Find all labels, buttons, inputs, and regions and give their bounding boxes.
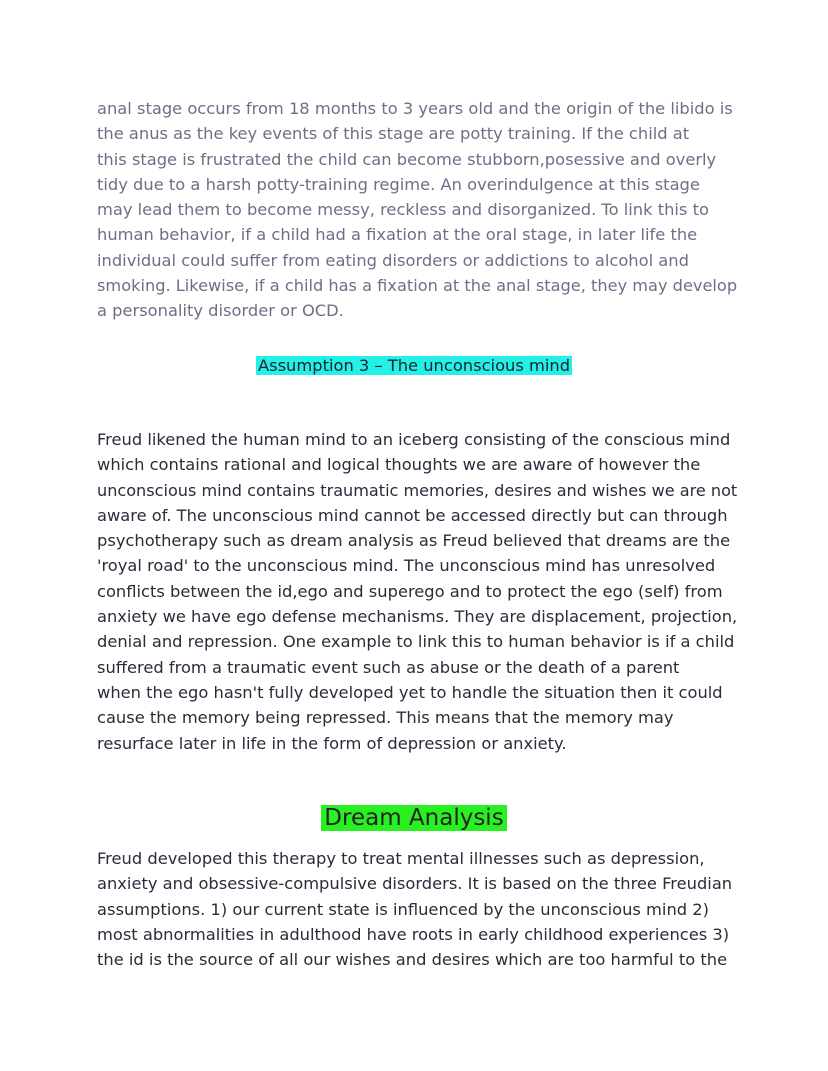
text-line: most abnormalities in adulthood have roots in early childhood experiences 3) xyxy=(97,924,730,944)
section-heading-unconscious-mind xyxy=(0,354,828,378)
paragraph-anal-stage xyxy=(97,96,737,324)
text-line: the id is the source of all our wishes and desires which are too harmful to the xyxy=(97,950,728,970)
text-line: a personality disorder or OCD. xyxy=(97,301,344,321)
text-line: anxiety and obsessive-compulsive disorders. It is based on the three Freudian xyxy=(97,874,733,894)
text-line: 'royal road' to the unconscious mind. The unconscious mind has unresolved xyxy=(97,556,716,576)
paragraph-dream-analysis xyxy=(97,846,737,972)
text-line: assumptions. 1) our current state is influenced by the unconscious mind 2) xyxy=(97,899,709,919)
text-line: anxiety we have ego defense mechanisms. They are displacement, projection, xyxy=(97,607,738,627)
text-line: may lead them to become messy, reckless and disorganized. To link this to xyxy=(97,200,709,220)
text-line: smoking. Likewise, if a child has a fixation at the anal stage, they may develop xyxy=(97,276,738,296)
text-line: cause the memory being repressed. This means that the memory may xyxy=(97,708,674,728)
highlighted-heading-text: Assumption 3 – The unconscious mind xyxy=(257,356,571,375)
text-line: human behavior, if a child had a fixation at the oral stage, in later life the xyxy=(97,225,698,245)
text-line: suffered from a traumatic event such as abuse or the death of a parent xyxy=(97,657,680,677)
section-heading-dream-analysis xyxy=(0,801,828,835)
text-line: aware of. The unconscious mind cannot be accessed directly but can through xyxy=(97,505,728,525)
text-line: conflicts between the id,ego and superego and to protect the ego (self) from xyxy=(97,581,723,601)
text-line: this stage is frustrated the child can become stubborn,posessive and overly xyxy=(97,149,717,169)
text-line: Freud likened the human mind to an iceberg consisting of the conscious mind xyxy=(97,430,731,449)
text-line: anal stage occurs from 18 months to 3 years old and the origin of the libido is xyxy=(97,99,733,118)
text-line: individual could suffer from eating disorders or addictions to alcohol and xyxy=(97,250,689,270)
text-line: which contains rational and logical thoughts we are aware of however the xyxy=(97,455,701,475)
paragraph-unconscious-mind xyxy=(97,427,737,756)
text-line: Freud developed this therapy to treat mental illnesses such as depression, xyxy=(97,849,705,868)
text-line: denial and repression. One example to link this to human behavior is if a child xyxy=(97,632,735,652)
text-line: the anus as the key events of this stage are potty training. If the child at xyxy=(97,124,690,144)
text-line: when the ego hasn't fully developed yet to handle the situation then it could xyxy=(97,682,723,702)
text-line: tidy due to a harsh potty-training regime. An overindulgence at this stage xyxy=(97,174,700,194)
highlighted-heading-text: Dream Analysis xyxy=(321,805,506,831)
text-line: psychotherapy such as dream analysis as Freud believed that dreams are the xyxy=(97,531,731,551)
text-line: unconscious mind contains traumatic memories, desires and wishes we are not xyxy=(97,480,738,500)
text-line: resurface later in life in the form of depression or anxiety. xyxy=(97,733,567,753)
